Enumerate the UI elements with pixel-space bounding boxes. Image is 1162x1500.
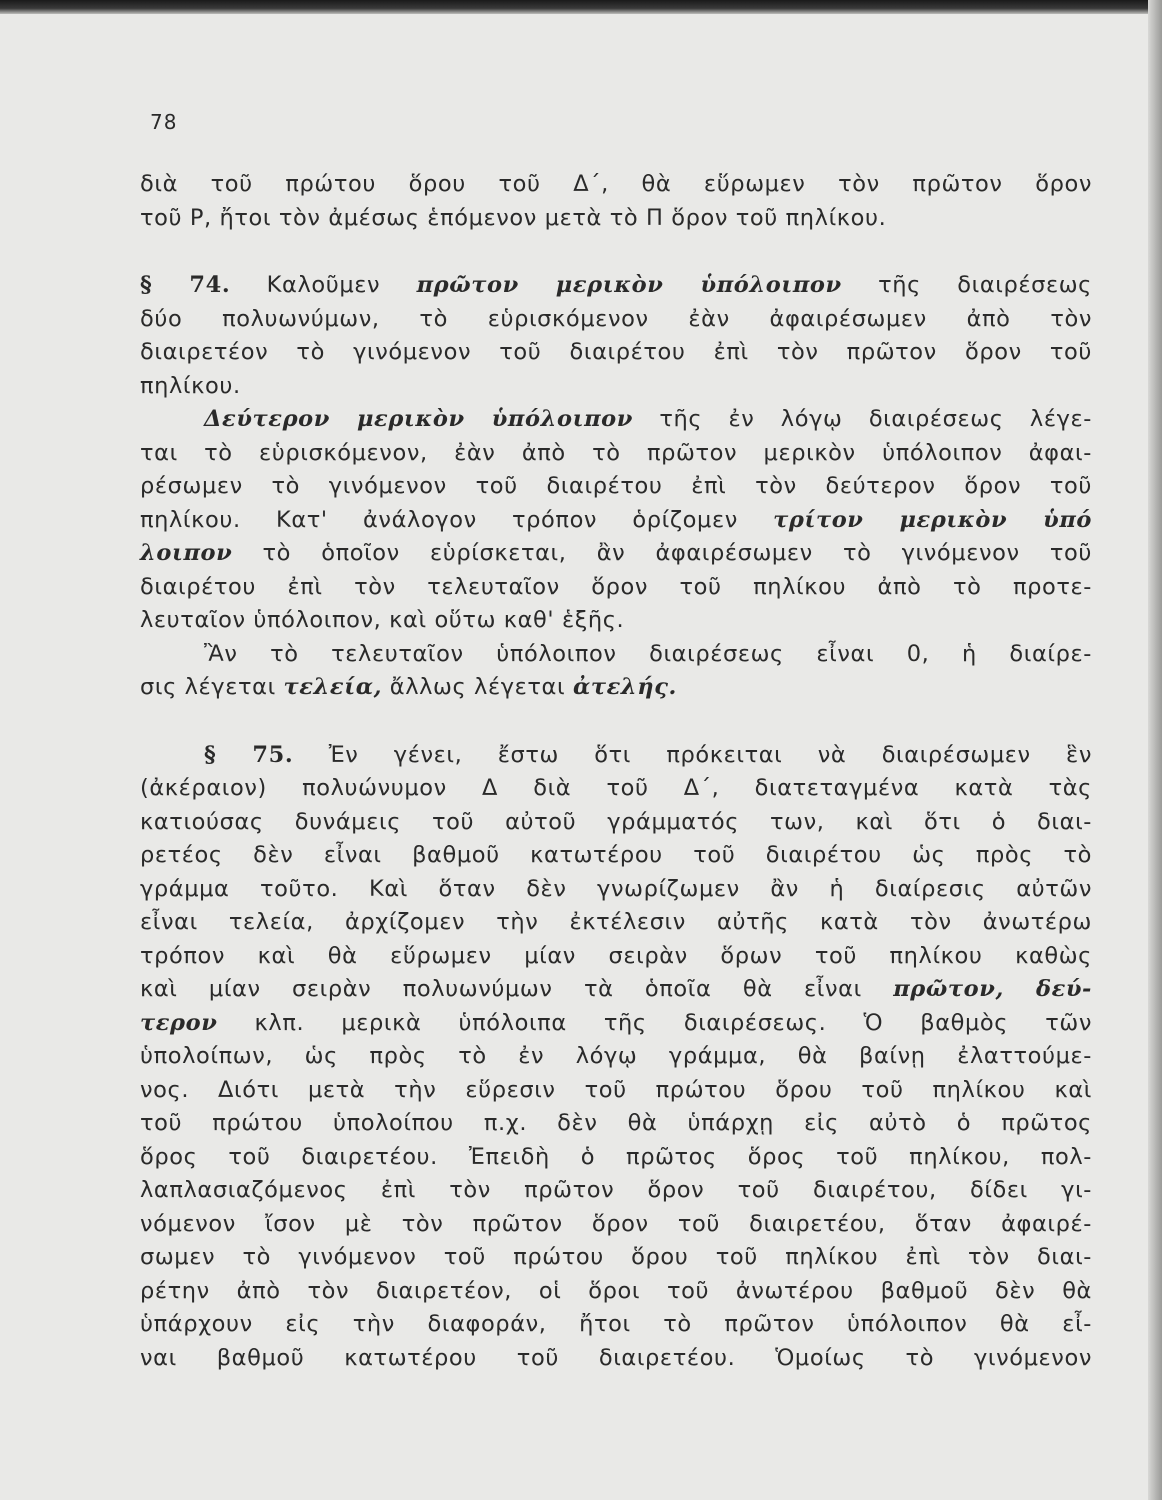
text-segment: Καλοῦμεν (230, 272, 417, 298)
text-line (140, 806, 1092, 840)
text-line (140, 336, 1092, 370)
text-segment: εἶναι τελεία, ἀρχίζομεν τὴν ἐκτέλεσιν αὐτῆς κατὰ τὸν ἀνωτέρω (140, 909, 1092, 935)
text-line (140, 772, 1092, 806)
text-line (140, 168, 1092, 202)
text-line (140, 873, 1092, 907)
page-number: 78 (150, 110, 178, 134)
text-line (140, 202, 1092, 236)
text-segment: Ἐν γένει, ἔστω ὅτι πρόκειται νὰ διαιρέσωμεν ἓν (293, 741, 1092, 768)
text-line (140, 973, 1092, 1007)
text-segment: τοῦ P, ἤτοι τὸν ἀμέσως ἑπόμενον μετὰ τὸ Π ὅρον τοῦ πηλίκου. (140, 204, 887, 231)
text-line (140, 1308, 1092, 1342)
text-segment: διὰ τοῦ πρώτου ὅρου τοῦ Δ΄, θὰ εὕρωμεν τὸν πρῶτον ὅρον (140, 171, 1092, 197)
text-segment: ρέσωμεν τὸ γινόμενον τοῦ διαιρέτου ἐπὶ τὸν δεύτερον ὅρον τοῦ (140, 473, 1092, 499)
emphasized-term: ἀτελής. (572, 674, 677, 700)
text-segment: ὑπολοίπων, ὡς πρὸς τὸ ἐν λόγῳ γράμμα, θὰ βαίνῃ ἐλαττούμε- (140, 1043, 1092, 1069)
text-segment: τὸ ὁποῖον εὑρίσκεται, ἂν ἀφαιρέσωμεν τὸ γινόμενον τοῦ (232, 540, 1092, 566)
emphasized-term: λοιπον (140, 540, 233, 566)
text-line (140, 1275, 1092, 1309)
emphasized-term: πρῶτον, δεύ- (893, 976, 1092, 1002)
emphasized-term: Δεύτερον μερικὸν ὑπόλοιπον (204, 406, 633, 432)
emphasized-term: τρίτον μερικὸν ὑπό (773, 506, 1092, 533)
text-line (140, 671, 1092, 705)
text-line (140, 437, 1092, 471)
text-segment: νόμενον ἴσον μὲ τὸν πρῶτον ὅρον τοῦ διαιρετέου, ὅταν ἀφαιρέ- (140, 1210, 1092, 1237)
text-line (140, 1208, 1092, 1242)
text-segment: ὅρος τοῦ διαιρετέου. Ἐπειδὴ ὁ πρῶτος ὅρος τοῦ πηλίκου, πολ- (140, 1143, 1092, 1170)
text-segment: λευταῖον ὑπόλοιπον, καὶ οὕτω καθ' ἑξῆς. (140, 607, 625, 633)
text-line (140, 537, 1092, 571)
text-line (140, 470, 1092, 504)
text-segment: Ἂν τὸ τελευταῖον ὑπόλοιπον διαιρέσεως εἶναι 0, ἡ διαίρε- (204, 640, 1092, 667)
text-segment: δύο πολυωνύμων, τὸ εὑρισκόμενον ἐὰν ἀφαιρέσωμεν ἀπὸ τὸν (140, 305, 1092, 332)
section-74-heading-line (140, 269, 1092, 303)
text-segment: ρέτην ἀπὸ τὸν διαιρετέον, οἱ ὅροι τοῦ ἀνωτέρου βαθμοῦ δὲν θὰ (140, 1277, 1092, 1304)
text-line (140, 940, 1092, 974)
text-line (140, 604, 1092, 638)
section-75-heading-line (140, 739, 1092, 773)
text-segment: πηλίκου. (140, 372, 241, 399)
text-line (140, 1241, 1092, 1275)
text-segment: ἄλλως λέγεται (382, 674, 573, 700)
text-segment: λαπλασιαζόμενος ἐπὶ τὸν πρῶτον ὅρον τοῦ διαιρέτου, δίδει γι- (140, 1177, 1092, 1203)
text-segment: καὶ μίαν σειρὰν πολυωνύμων τὰ ὁποῖα θὰ εἶναι (140, 976, 894, 1002)
page-body (140, 168, 1092, 1375)
text-segment: τῆς ἐν λόγῳ διαιρέσεως λέγε- (632, 406, 1092, 432)
text-line (140, 1107, 1092, 1141)
text-segment: τρόπον καὶ θὰ εὕρωμεν μίαν σειρὰν ὅρων τοῦ πηλίκου καθὼς (140, 942, 1092, 969)
text-segment: κλπ. μερικὰ ὑπόλοιπα τῆς διαιρέσεως. Ὁ βαθμὸς τῶν (217, 1009, 1092, 1036)
text-segment: ρετέος δὲν εἶναι βαθμοῦ κατωτέρου τοῦ διαιρέτου ὡς πρὸς τὸ (140, 842, 1092, 868)
text-segment: ὑπάρχουν εἰς τὴν διαφοράν, ἤτοι τὸ πρῶτον ὑπόλοιπον θὰ εἶ- (140, 1311, 1092, 1337)
text-line (140, 1141, 1092, 1175)
text-line (140, 571, 1092, 605)
text-line (140, 1040, 1092, 1074)
text-segment: σωμεν τὸ γινόμενον τοῦ πρώτου ὅρου τοῦ πηλίκου ἐπὶ τὸν διαι- (140, 1244, 1092, 1270)
text-line (140, 1342, 1092, 1376)
text-segment: διαιρέτου ἐπὶ τὸν τελευταῖον ὅρον τοῦ πηλίκου ἀπὸ τὸ προτε- (140, 573, 1092, 600)
emphasized-term: τελεία, (283, 674, 383, 700)
text-line (140, 504, 1092, 538)
text-segment: γράμμα τοῦτο. Καὶ ὅταν δὲν γνωρίζωμεν ἂν ἡ διαίρεσις αὐτῶν (140, 875, 1092, 902)
text-line (140, 906, 1092, 940)
page-right-edge (1148, 0, 1162, 1500)
text-line (140, 1074, 1092, 1108)
text-segment: διαιρετέον τὸ γινόμενον τοῦ διαιρέτου ἐπὶ τὸν πρῶτον ὅρον τοῦ (140, 339, 1092, 365)
emphasized-term: τερον (140, 1009, 218, 1036)
text-line (140, 303, 1092, 337)
text-segment: (ἀκέραιον) πολυώνυμον Δ διὰ τοῦ Δ΄, διατεταγμένα κατὰ τὰς (140, 775, 1092, 801)
text-line (140, 1174, 1092, 1208)
text-segment: τοῦ πρώτου ὑπολοίπου π.χ. δὲν θὰ ὑπάρχῃ εἰς αὐτὸ ὁ πρῶτος (140, 1110, 1092, 1136)
text-segment: ται τὸ εὑρισκόμενον, ἐὰν ἀπὸ τὸ πρῶτον μερικὸν ὑπόλοιπον ἀφαι- (140, 439, 1092, 466)
text-line (140, 839, 1092, 873)
text-segment: πηλίκου. Κατ' ἀνάλογον τρόπον ὁρίζομεν (140, 506, 774, 533)
section-gap (140, 705, 1092, 739)
section-gap (140, 235, 1092, 269)
section-number: § 74. (140, 272, 231, 298)
text-line (140, 370, 1092, 404)
section-number: § 75. (204, 741, 294, 768)
page-top-shadow (0, 0, 1162, 14)
text-line (140, 638, 1092, 672)
text-segment: τῆς διαιρέσεως (841, 272, 1092, 298)
emphasized-term: πρῶτον μερικὸν ὑπόλοιπον (416, 272, 842, 298)
text-segment: νος. Διότι μετὰ τὴν εὕρεσιν τοῦ πρώτου ὅρου τοῦ πηλίκου καὶ (140, 1076, 1092, 1103)
text-segment: κατιούσας δυνάμεις τοῦ αὐτοῦ γράμματός των, καὶ ὅτι ὁ διαι- (140, 808, 1092, 835)
text-segment: ναι βαθμοῦ κατωτέρου τοῦ διαιρετέου. Ὁμοίως τὸ γινόμενον (140, 1344, 1092, 1371)
text-segment: σις λέγεται (140, 674, 284, 700)
text-line (140, 1007, 1092, 1041)
text-line (140, 403, 1092, 437)
